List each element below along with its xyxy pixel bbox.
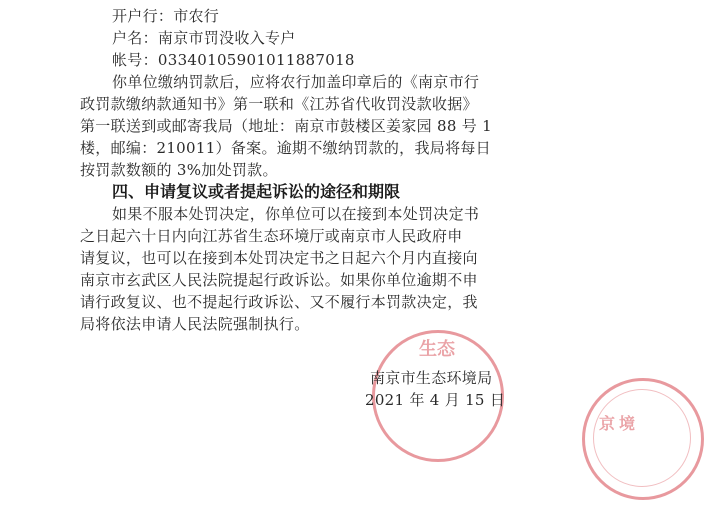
section-paragraph-line: 如果不服本处罚决定，你单位可以在接到本处罚决定书 (112, 205, 480, 223)
payment-paragraph-line: 按罚款数额的 3%加处罚款。 (80, 161, 278, 179)
partial-seal-text: 京境 (599, 414, 640, 433)
section-paragraph-line: 请行政复议、也不提起行政诉讼、又不履行本罚款决定，我 (80, 293, 478, 311)
section-paragraph-line: 之日起六十日内向江苏省生态环境厅或南京市人民政府申 (80, 227, 463, 245)
payment-paragraph-line: 第一联送到或邮寄我局（地址：南京市鼓楼区姜家园 88 号 1 (80, 117, 492, 135)
partial-seal (582, 378, 704, 500)
account-number-value: 03340105901011887018 (157, 51, 355, 69)
issue-date: 2021 年 4 月 15 日 (365, 391, 506, 409)
section-paragraph-line: 请复议，也可以在接到本处罚决定书之日起六个月内直接向 (80, 249, 478, 267)
account-number-line (112, 49, 355, 71)
account-number-label: 帐号： (112, 51, 158, 69)
bank-line (112, 5, 219, 27)
partial-seal-inner-ring (593, 389, 691, 487)
section-paragraph-line: 局将依法申请人民法院强制执行。 (80, 315, 310, 333)
account-name-line (112, 27, 296, 49)
payment-paragraph-line: 楼，邮编：210011）备案。逾期不缴纳罚款的，我局将每日 (80, 139, 491, 157)
account-name-value: 南京市罚没收入专户 (157, 29, 296, 47)
section-paragraph-line: 南京市玄武区人民法院提起行政诉讼。如果你单位逾期不申 (80, 271, 478, 289)
issuer-name: 南京市生态环境局 (370, 369, 493, 387)
section-heading: 四、申请复议或者提起诉讼的途径和期限 (112, 182, 401, 201)
seal-text-top: 生态 (419, 339, 455, 360)
bank-label: 开户行： (112, 7, 174, 25)
payment-paragraph-line: 政罚款缴纳款通知书》第一联和《江苏省代收罚没款收据》 (80, 95, 478, 113)
account-name-label: 户名： (112, 29, 158, 47)
bank-value: 市农行 (173, 7, 220, 25)
payment-paragraph-line: 你单位缴纳罚款后，应将农行加盖印章后的《南京市行 (112, 73, 480, 91)
